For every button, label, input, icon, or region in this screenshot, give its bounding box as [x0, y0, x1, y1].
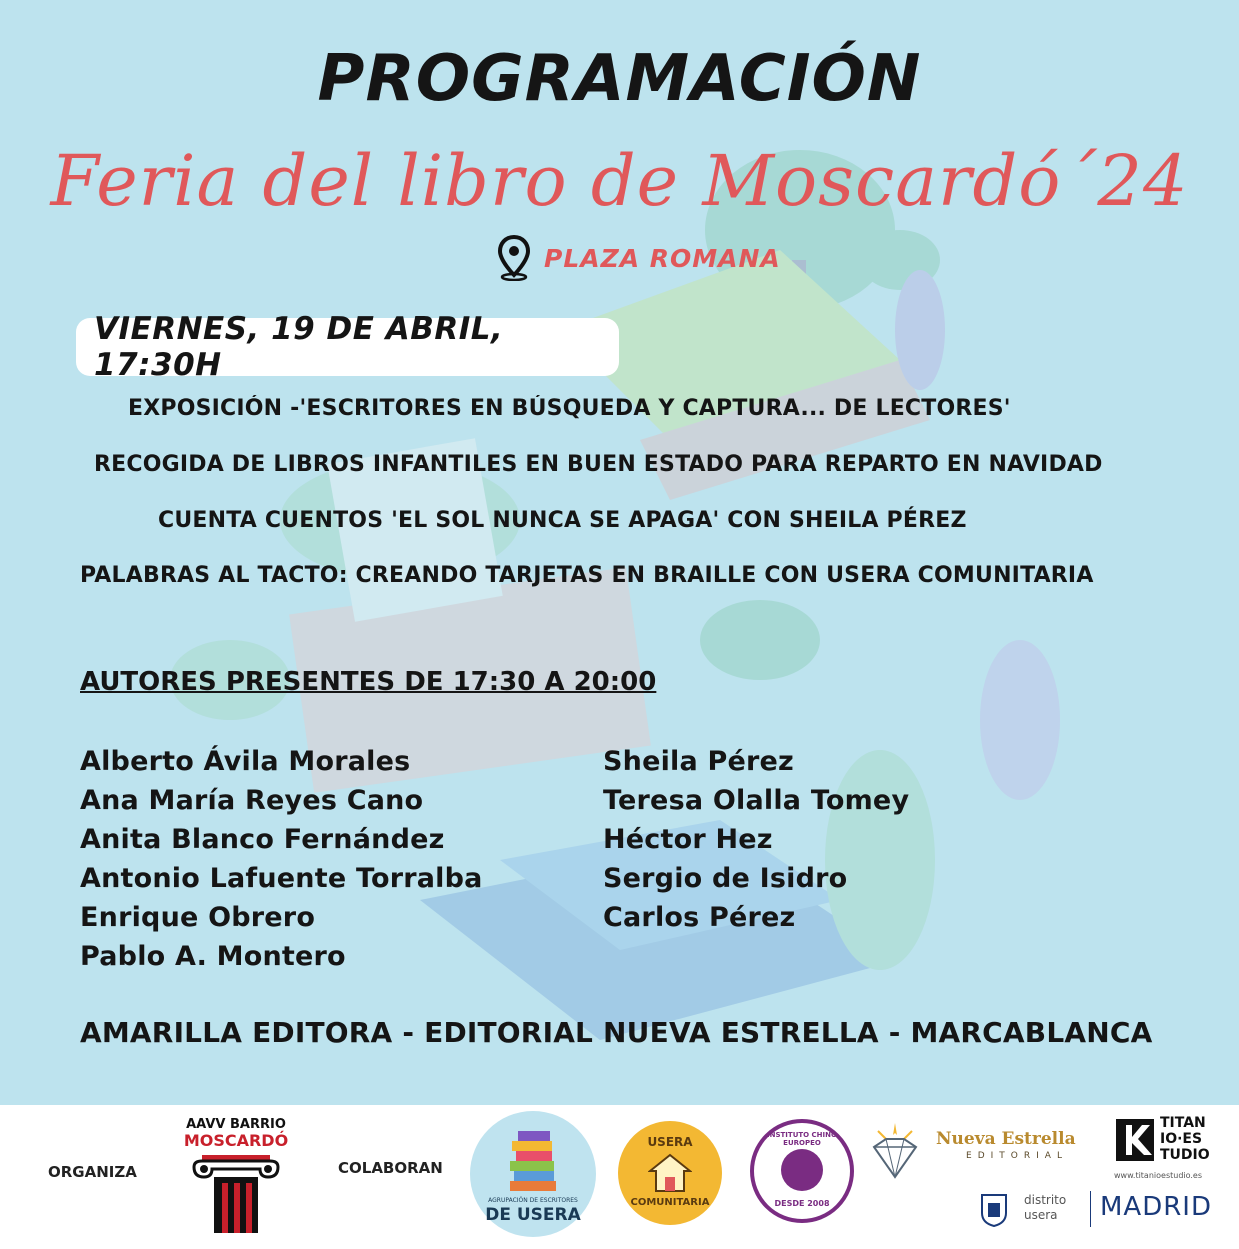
madrid-text: MADRID: [1100, 1192, 1212, 1222]
instituto-chino-europeo-logo: [750, 1119, 854, 1223]
usera-logo-big-text: DE USERA: [485, 1205, 581, 1225]
publishers-line: AMARILLA EDITORA - EDITORIAL NUEVA ESTRELLA - MARCABLANCA: [80, 1016, 1153, 1049]
activity-item: RECOGIDA DE LIBROS INFANTILES EN BUEN ESTADO PARA REPARTO EN NAVIDAD: [94, 452, 1103, 477]
house-icon: [648, 1153, 692, 1193]
authors-heading: AUTORES PRESENTES DE 17:30 A 20:00: [80, 667, 657, 697]
madrid-bear-icon: [980, 1193, 1008, 1227]
author-name: Anita Blanco Fernández: [80, 824, 445, 855]
nueva-estrella-subtitle: EDITORIAL: [966, 1151, 1068, 1161]
agrupacion-escritores-usera-logo: [470, 1111, 596, 1237]
usera-comunitaria-logo: [618, 1121, 722, 1225]
author-name: Sergio de Isidro: [603, 863, 848, 894]
aavv-moscardo-logo: [180, 1117, 292, 1237]
activity-item: EXPOSICIÓN -'ESCRITORES EN BÚSQUEDA Y CAPTURA... DE LECTORES': [128, 396, 1011, 421]
author-name: Enrique Obrero: [80, 902, 316, 933]
date-label: VIERNES, 19 DE ABRIL, 17:30H: [94, 311, 504, 383]
date-badge: [76, 311, 619, 383]
location-label: PLAZA ROMANA: [544, 243, 781, 273]
author-name: Pablo A. Montero: [80, 941, 346, 972]
titanio-url: www.titanioestudio.es: [1114, 1171, 1203, 1180]
author-name: Héctor Hez: [603, 824, 773, 855]
author-name: Alberto Ávila Morales: [80, 746, 411, 777]
author-name: Carlos Pérez: [603, 902, 796, 933]
sponsors-footer: [0, 1105, 1239, 1249]
activity-item: PALABRAS AL TACTO: CREANDO TARJETAS EN BRAILLE CON USERA COMUNITARIA: [80, 563, 1094, 588]
usera-logo-small-text: AGRUPACIÓN DE ESCRITORES: [488, 1197, 578, 1204]
author-name: Antonio Lafuente Torralba: [80, 863, 483, 894]
location-pin-icon: [498, 235, 530, 281]
madrid-divider: [1090, 1191, 1091, 1227]
instituto-bottom-text: DESDE 2008: [774, 1199, 830, 1208]
titanio-mark-icon: [1114, 1117, 1156, 1163]
comunitaria-top-text: USERA: [647, 1135, 693, 1149]
nueva-estrella-logo: [936, 1129, 1098, 1161]
distrito-usera-text: distrito usera: [1024, 1193, 1067, 1222]
column-icon: [188, 1153, 284, 1237]
author-name: Sheila Pérez: [603, 746, 794, 777]
instituto-emblem: [781, 1149, 823, 1191]
aavv-logo-name: MOSCARDÓ: [183, 1131, 289, 1150]
fair-title: Feria del libro de Moscardó´24: [50, 140, 1189, 222]
titanio-name: TITAN IO·ES TUDIO: [1160, 1115, 1210, 1163]
aavv-logo-top-text: AAVV BARRIO: [186, 1117, 286, 1132]
authors-list-left: [80, 745, 483, 979]
madrid-usera-logo: [978, 1189, 1230, 1233]
organiza-label: ORGANIZA: [48, 1163, 137, 1181]
comunitaria-bottom-text: COMUNITARIA: [630, 1197, 710, 1208]
books-icon: [506, 1129, 560, 1193]
authors-list-right: [603, 745, 909, 940]
author-name: Teresa Olalla Tomey: [603, 785, 910, 816]
activity-item: CUENTA CUENTOS 'EL SOL NUNCA SE APAGA' CON SHEILA PÉREZ: [158, 508, 967, 533]
author-name: Ana María Reyes Cano: [80, 785, 424, 816]
program-title: PROGRAMACIÓN: [317, 42, 922, 116]
instituto-top-text: INSTITUTO CHINO EUROPEO: [767, 1131, 837, 1147]
colaboran-label: COLABORAN: [338, 1159, 443, 1177]
diamond-icon: [866, 1121, 924, 1181]
titanio-estudio-logo: [1114, 1115, 1226, 1185]
location: [498, 233, 781, 283]
nueva-estrella-name: Nueva Estrella: [936, 1129, 1076, 1149]
